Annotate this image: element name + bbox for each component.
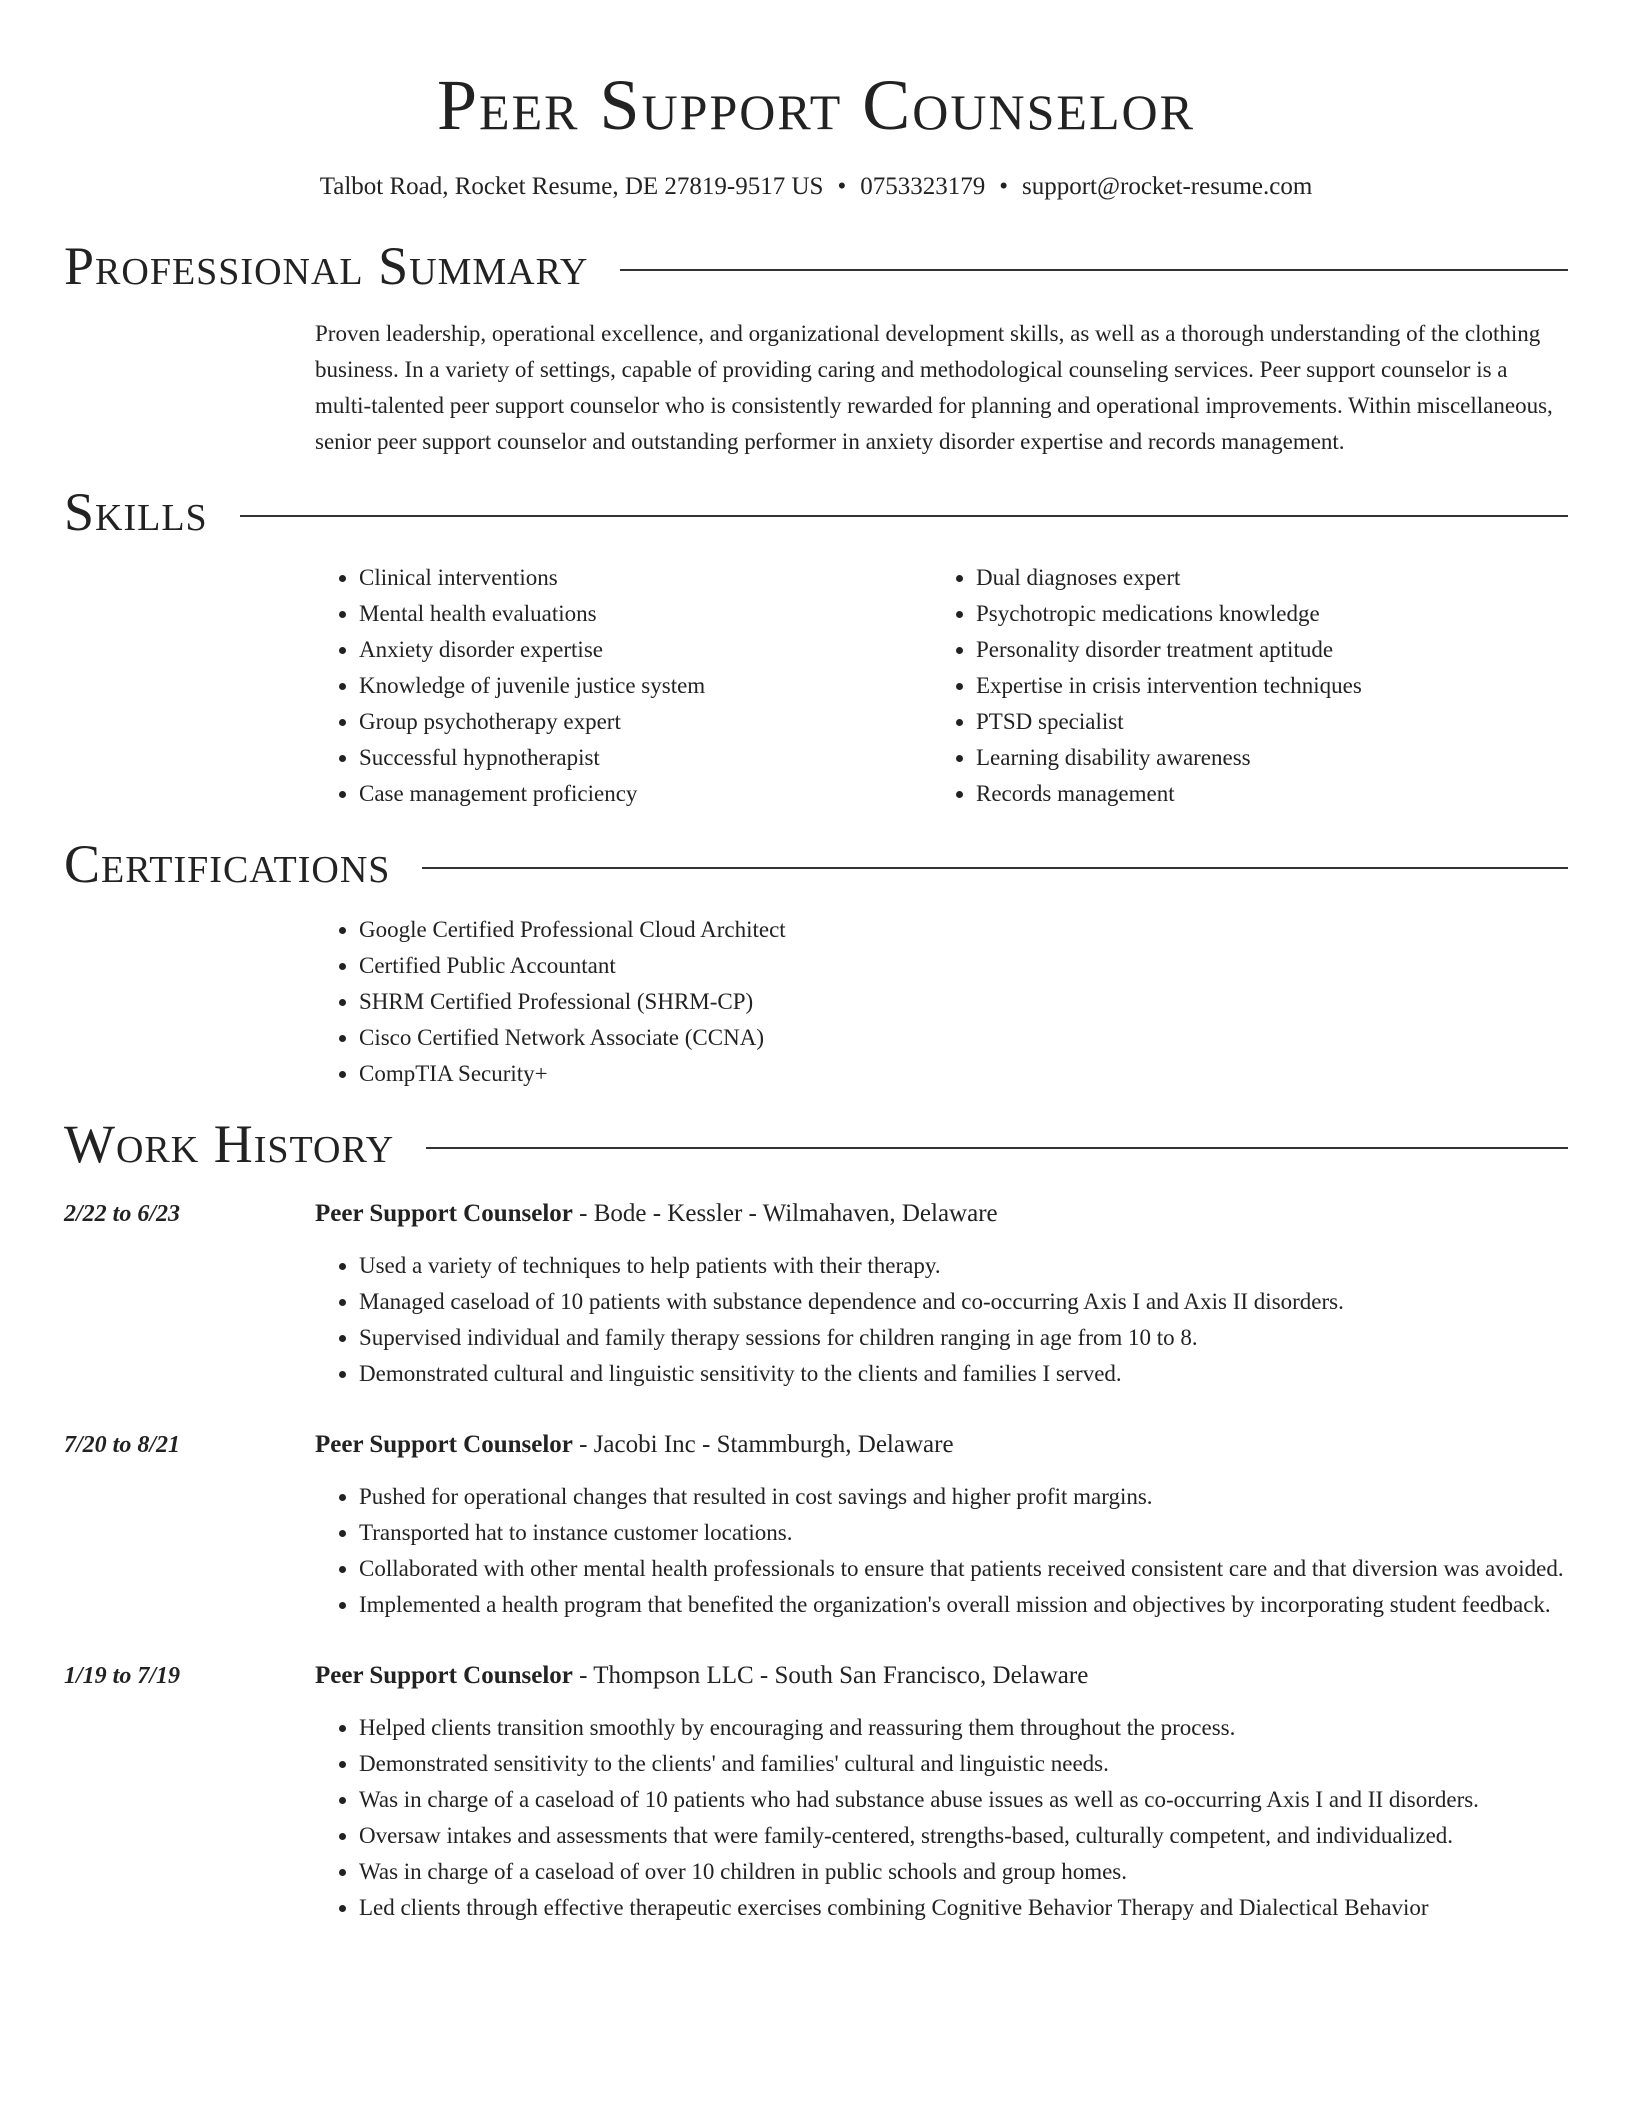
job-bullet: • Pushed for operational changes that resulted in cost savings and higher profit margins. (359, 1479, 1568, 1515)
job-dates: 2/22 to 6/23 (64, 1201, 181, 1227)
skill-item: • Clinical interventions (359, 560, 932, 596)
job-role: Peer Support Counselor (315, 1662, 573, 1689)
contact-line (64, 170, 1568, 204)
contact-email[interactable]: support@rocket-resume.com (1021, 173, 1313, 200)
job-body (315, 1427, 1568, 1623)
contact-phone: 0753323179 (860, 173, 986, 200)
job-bullet: • Led clients through effective therapeutic exercises combining Cognitive Behavior Therapy and Dialectical Behavior (359, 1890, 1568, 1926)
certifications-list (315, 912, 1568, 1092)
skills-list-right (932, 560, 1549, 812)
job-company: - Jacobi Inc - Stammburgh, Delaware (572, 1431, 954, 1458)
job-entry (64, 1427, 1568, 1623)
skill-item: • Group psychotherapy expert (359, 704, 932, 740)
skills-section-header (64, 482, 1568, 542)
skill-item: • Case management proficiency (359, 776, 932, 812)
job-title-line (315, 1658, 1568, 1694)
job-title-line (315, 1196, 1568, 1232)
job-bullet: • Oversaw intakes and assessments that were family-centered, strengths-based, culturally competent, and individualized. (359, 1818, 1568, 1854)
job-title-line (315, 1427, 1568, 1463)
candidate-name: Peer Support Counselor (437, 65, 1195, 145)
work-section-header (64, 1114, 1568, 1174)
certification-item: • SHRM Certified Professional (SHRM-CP) (359, 984, 1568, 1020)
skill-item: • Records management (976, 776, 1549, 812)
contact-address: Talbot Road, Rocket Resume, DE 27819-9517 US (319, 173, 824, 200)
certification-item: • Certified Public Accountant (359, 948, 1568, 984)
job-bullet: • Supervised individual and family therapy sessions for children ranging in age from 10 to 8. (359, 1320, 1568, 1356)
section-divider (620, 269, 1568, 271)
skill-item: • Successful hypnotherapist (359, 740, 932, 776)
skill-item: • Expertise in crisis intervention techniques (976, 668, 1549, 704)
certifications-heading: Certifications (64, 834, 391, 894)
job-bullet: • Helped clients transition smoothly by encouraging and reassuring them throughout the process. (359, 1710, 1568, 1746)
job-bullet: • Was in charge of a caseload of 10 patients who had substance abuse issues as well as co-occurring Axis I and II disorders. (359, 1782, 1568, 1818)
skill-item: • Knowledge of juvenile justice system (359, 668, 932, 704)
job-dates: 1/19 to 7/19 (64, 1663, 181, 1689)
job-company: - Bode - Kessler - Wilmahaven, Delaware (572, 1200, 998, 1227)
job-body (315, 1658, 1568, 1926)
job-bullet: • Was in charge of a caseload of over 10 children in public schools and group homes. (359, 1854, 1568, 1890)
skill-item: • PTSD specialist (976, 704, 1549, 740)
job-bullet: • Transported hat to instance customer locations. (359, 1515, 1568, 1551)
summary-text: Proven leadership, operational excellence, and organizational development skills, as well as a thorough understanding of the clothing business. In a variety of settings, capable of providing caring and methodological counseling services. Peer support counselor is a multi-talented peer support counselor who is consistently rewarded for planning and operational improvements. Within miscellaneous, senior peer support counselor and outstanding performer in anxiety disorder expertise and records management. (315, 321, 1553, 454)
certification-item: • CompTIA Security+ (359, 1056, 1568, 1092)
skill-item: • Dual diagnoses expert (976, 560, 1549, 596)
skills-heading: Skills (64, 482, 208, 542)
skill-item: • Anxiety disorder expertise (359, 632, 932, 668)
job-entry (64, 1658, 1568, 1926)
section-divider (426, 1147, 1568, 1149)
skill-item: • Mental health evaluations (359, 596, 932, 632)
certifications-section (315, 912, 1568, 1092)
skill-item: • Psychotropic medications knowledge (976, 596, 1549, 632)
job-bullet: • Collaborated with other mental health professionals to ensure that patients received consistent care and that diversion was avoided. (359, 1551, 1568, 1587)
certification-item: • Cisco Certified Network Associate (CCNA) (359, 1020, 1568, 1056)
job-role: Peer Support Counselor (315, 1431, 573, 1458)
job-bullets (315, 1479, 1568, 1623)
skills-grid (315, 560, 1568, 812)
certification-item: • Google Certified Professional Cloud Architect (359, 912, 1568, 948)
job-bullet: • Managed caseload of 10 patients with substance dependence and co-occurring Axis I and Axis II disorders. (359, 1284, 1568, 1320)
skill-item: • Learning disability awareness (976, 740, 1549, 776)
job-bullet: • Demonstrated cultural and linguistic sensitivity to the clients and families I served. (359, 1356, 1568, 1392)
section-divider (422, 867, 1568, 869)
job-body (315, 1196, 1568, 1392)
contact-separator: • (837, 173, 847, 200)
job-company: - Thompson LLC - South San Francisco, Delaware (572, 1662, 1089, 1689)
skills-list-left (315, 560, 932, 812)
work-heading: Work History (64, 1114, 395, 1174)
job-bullets (315, 1248, 1568, 1392)
resume-page (64, 0, 1568, 1926)
certifications-section-header (64, 834, 1568, 894)
job-bullet: • Demonstrated sensitivity to the clients' and families' cultural and linguistic needs. (359, 1746, 1568, 1782)
summary-heading: Professional Summary (64, 236, 589, 296)
job-bullet: • Used a variety of techniques to help patients with their therapy. (359, 1248, 1568, 1284)
summary-section-header (64, 236, 1568, 296)
job-bullets (315, 1710, 1568, 1926)
skill-item: • Personality disorder treatment aptitude (976, 632, 1549, 668)
section-divider (240, 515, 1568, 517)
job-role: Peer Support Counselor (315, 1200, 573, 1227)
job-bullet: • Implemented a health program that benefited the organization's overall mission and objectives by incorporating student feedback. (359, 1587, 1568, 1623)
summary-section (315, 316, 1568, 460)
contact-separator: • (999, 173, 1008, 200)
job-entry (64, 1196, 1568, 1392)
job-dates: 7/20 to 8/21 (64, 1432, 181, 1458)
